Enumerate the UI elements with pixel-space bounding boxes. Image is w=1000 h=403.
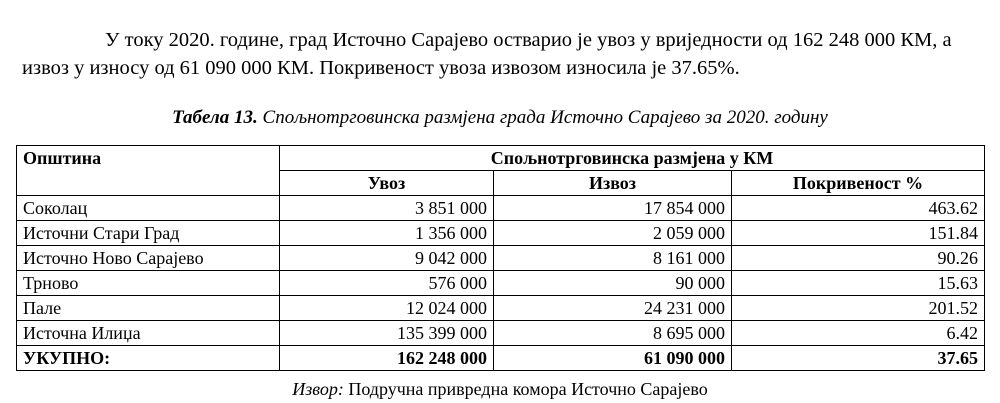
cell-coverage: 15.63	[732, 271, 985, 296]
cell-coverage: 6.42	[732, 321, 985, 346]
table-source	[0, 378, 1000, 400]
cell-municipality: Соколац	[17, 196, 280, 221]
cell-export: 17 854 000	[494, 196, 732, 221]
table-row	[17, 221, 985, 246]
cell-export: 90 000	[494, 271, 732, 296]
cell-import: 135 399 000	[280, 321, 494, 346]
cell-total-coverage: 37.65	[732, 346, 985, 371]
cell-total-label: УКУПНО:	[17, 346, 280, 371]
header-trade-group: Спољнотрговинска размјена у КМ	[280, 146, 985, 171]
table-caption-text: Спољнотрговинска размјена града Источно Сарајево за 2020. годину	[262, 107, 828, 128]
cell-import: 1 356 000	[280, 221, 494, 246]
cell-export: 8 695 000	[494, 321, 732, 346]
cell-import: 576 000	[280, 271, 494, 296]
cell-export: 24 231 000	[494, 296, 732, 321]
header-export: Извоз	[494, 171, 732, 196]
header-municipality: Општина	[17, 146, 280, 196]
header-coverage: Покривеност %	[732, 171, 985, 196]
table-caption	[0, 106, 1000, 130]
cell-export: 8 161 000	[494, 246, 732, 271]
cell-total-export: 61 090 000	[494, 346, 732, 371]
cell-coverage: 151.84	[732, 221, 985, 246]
cell-municipality: Пале	[17, 296, 280, 321]
cell-municipality: Источна Илиџа	[17, 321, 280, 346]
cell-coverage: 463.62	[732, 196, 985, 221]
trade-table	[16, 145, 985, 371]
table-header-row	[17, 146, 985, 171]
cell-municipality: Источно Ново Сарајево	[17, 246, 280, 271]
cell-export: 2 059 000	[494, 221, 732, 246]
cell-import: 3 851 000	[280, 196, 494, 221]
table-row	[17, 196, 985, 221]
table-total-row	[17, 346, 985, 371]
table-caption-label: Табела 13.	[172, 107, 258, 128]
header-import: Увоз	[280, 171, 494, 196]
cell-import: 12 024 000	[280, 296, 494, 321]
cell-coverage: 90.26	[732, 246, 985, 271]
cell-total-import: 162 248 000	[280, 346, 494, 371]
intro-paragraph: У току 2020. године, град Источно Сарајево остварио је увоз у вриједности од 162 248 000 КМ, а извоз у износу од 61 090 000 КМ. Покривеност увоза извозом износила је 37.65%.	[22, 29, 952, 79]
cell-municipality: Трново	[17, 271, 280, 296]
cell-coverage: 201.52	[732, 296, 985, 321]
source-label: Извор:	[292, 379, 344, 399]
table-row	[17, 246, 985, 271]
cell-municipality: Источни Стари Град	[17, 221, 280, 246]
cell-import: 9 042 000	[280, 246, 494, 271]
source-text: Подручна привредна комора Источно Сарајево	[348, 379, 708, 399]
table-row	[17, 271, 985, 296]
table-row	[17, 321, 985, 346]
table-row	[17, 296, 985, 321]
